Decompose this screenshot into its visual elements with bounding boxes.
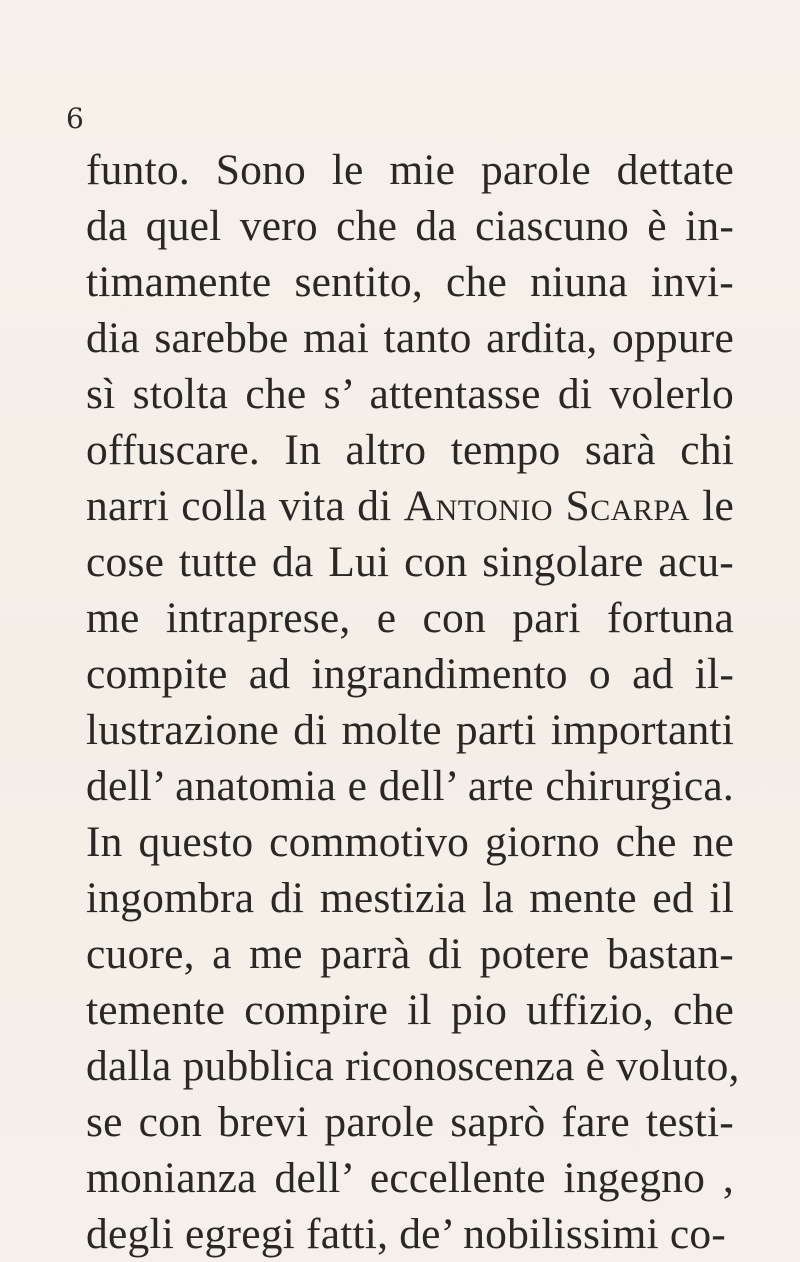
text-line: me intraprese, e con pari fortuna: [86, 594, 734, 642]
text-line: cuore, a me parrà di potere bastan-: [86, 930, 734, 978]
text-line: da quel vero che da ciascuno è in-: [86, 202, 734, 250]
text-line: lustrazione di molte parti importanti: [86, 706, 734, 754]
text-line: compite ad ingrandimento o ad il-: [86, 650, 734, 698]
body-text: [86, 142, 740, 1262]
text-line: funto. Sono le mie parole dettate: [86, 146, 734, 194]
text-line: sì stolta che s’ attentasse di volerlo: [86, 370, 734, 418]
text-line-segment: narri colla vita di: [86, 482, 404, 530]
text-line: dalla pubblica riconoscenza è voluto,: [86, 1042, 740, 1090]
text-line-segment: le: [690, 482, 735, 530]
text-line: dell’ anatomia e dell’ arte chirurgica.: [86, 762, 734, 810]
text-line: In questo commotivo giorno che ne: [86, 818, 734, 866]
text-line: se con brevi parole saprò fare testi-: [86, 1098, 734, 1146]
page-number: 6: [66, 102, 84, 135]
text-line: degli egregi fatti, de’ nobilissimi co-: [86, 1210, 726, 1258]
text-line: temente compire il pio uffizio, che: [86, 986, 734, 1034]
text-line: cose tutte da Lui con singolare acu-: [86, 538, 734, 586]
text-line: ingombra di mestizia la mente ed il: [86, 874, 734, 922]
text-line: dia sarebbe mai tanto ardita, oppure: [86, 314, 734, 362]
text-line: monianza dell’ eccellente ingegno ,: [86, 1154, 734, 1202]
text-line: [86, 478, 734, 534]
text-line: timamente sentito, che niuna invi-: [86, 258, 734, 306]
person-name: Antonio Scarpa: [403, 482, 691, 530]
text-line: offuscare. In altro tempo sarà chi: [86, 426, 734, 474]
